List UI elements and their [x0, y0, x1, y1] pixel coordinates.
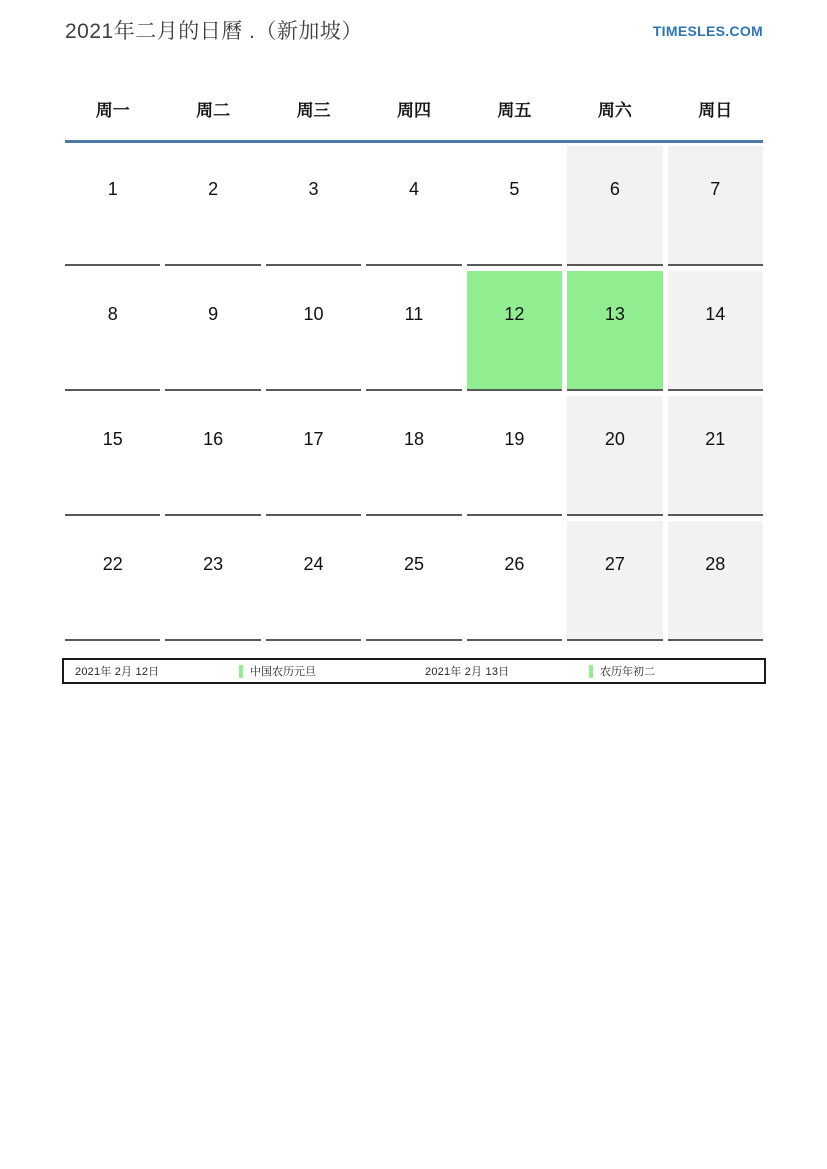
weekday-label: 周三	[296, 101, 331, 120]
day-number: 11	[404, 304, 424, 324]
day-number: 18	[403, 429, 424, 449]
day-number: 8	[107, 304, 118, 324]
day-cell-19	[467, 396, 562, 516]
page-header	[65, 0, 763, 64]
day-cell-5	[467, 146, 562, 266]
day-cell-7	[668, 146, 763, 266]
day-number: 5	[509, 179, 520, 199]
day-cell-23	[165, 521, 260, 641]
day-cell-11	[366, 271, 461, 391]
day-number: 19	[504, 429, 525, 449]
day-cell-27	[567, 521, 662, 641]
calendar-page	[65, 0, 763, 684]
day-number: 25	[403, 554, 424, 574]
page-title: 2021年二月的日曆 .（新加坡）	[65, 20, 363, 43]
day-number: 12	[504, 304, 525, 324]
day-cell-6	[567, 146, 662, 266]
day-number: 15	[102, 429, 123, 449]
day-cell-2	[165, 146, 260, 266]
legend-date: 2021年 2月 13日	[425, 666, 510, 678]
holiday-name: 中国农历元旦	[250, 666, 316, 678]
day-number: 20	[604, 429, 625, 449]
day-cell-21	[668, 396, 763, 516]
day-cell-8	[65, 271, 160, 391]
day-number: 16	[203, 429, 224, 449]
day-number: 1	[107, 179, 118, 199]
legend-holiday	[239, 663, 414, 679]
legend-box	[62, 658, 766, 684]
day-number: 13	[604, 304, 625, 324]
weekday-label: 周五	[497, 101, 532, 120]
day-number: 3	[308, 179, 319, 199]
day-number: 21	[705, 429, 726, 449]
weekday-label: 周日	[698, 101, 733, 120]
holiday-name: 农历年初二	[600, 666, 655, 678]
day-number: 26	[504, 554, 525, 574]
day-cell-28	[668, 521, 763, 641]
day-cell-3	[266, 146, 361, 266]
day-cell-4	[366, 146, 461, 266]
day-number: 24	[303, 554, 324, 574]
day-cell-15	[65, 396, 160, 516]
site-logo-link[interactable]: TIMESLES.COM	[652, 23, 763, 39]
day-number: 28	[705, 554, 726, 574]
weekday-row	[65, 96, 763, 121]
weekday-label: 周四	[396, 101, 431, 120]
day-number: 6	[609, 179, 620, 199]
day-cell-10	[266, 271, 361, 391]
day-cell-16	[165, 396, 260, 516]
legend-row	[64, 663, 764, 679]
day-number: 7	[710, 179, 721, 199]
day-cell-14	[668, 271, 763, 391]
calendar-grid	[65, 146, 763, 641]
day-cell-1	[65, 146, 160, 266]
day-number: 14	[705, 304, 726, 324]
day-cell-20	[567, 396, 662, 516]
day-cell-9	[165, 271, 260, 391]
holiday-color-bar-icon	[239, 665, 243, 678]
day-number: 23	[203, 554, 224, 574]
weekday-label: 周二	[196, 101, 231, 120]
day-number: 10	[303, 304, 324, 324]
weekday-label: 周一	[95, 101, 130, 120]
day-cell-12	[467, 271, 562, 391]
legend-date: 2021年 2月 12日	[75, 666, 160, 678]
legend-holiday	[589, 663, 764, 679]
day-cell-17	[266, 396, 361, 516]
day-cell-22	[65, 521, 160, 641]
day-number: 2	[208, 179, 219, 199]
day-cell-25	[366, 521, 461, 641]
day-cell-26	[467, 521, 562, 641]
header-divider-line	[65, 140, 763, 143]
weekday-label: 周六	[597, 101, 632, 120]
holiday-color-bar-icon	[589, 665, 593, 678]
day-cell-13	[567, 271, 662, 391]
day-cell-24	[266, 521, 361, 641]
day-number: 17	[303, 429, 324, 449]
day-cell-18	[366, 396, 461, 516]
day-number: 9	[208, 304, 219, 324]
day-number: 27	[604, 554, 625, 574]
day-number: 22	[102, 554, 123, 574]
day-number: 4	[408, 179, 419, 199]
